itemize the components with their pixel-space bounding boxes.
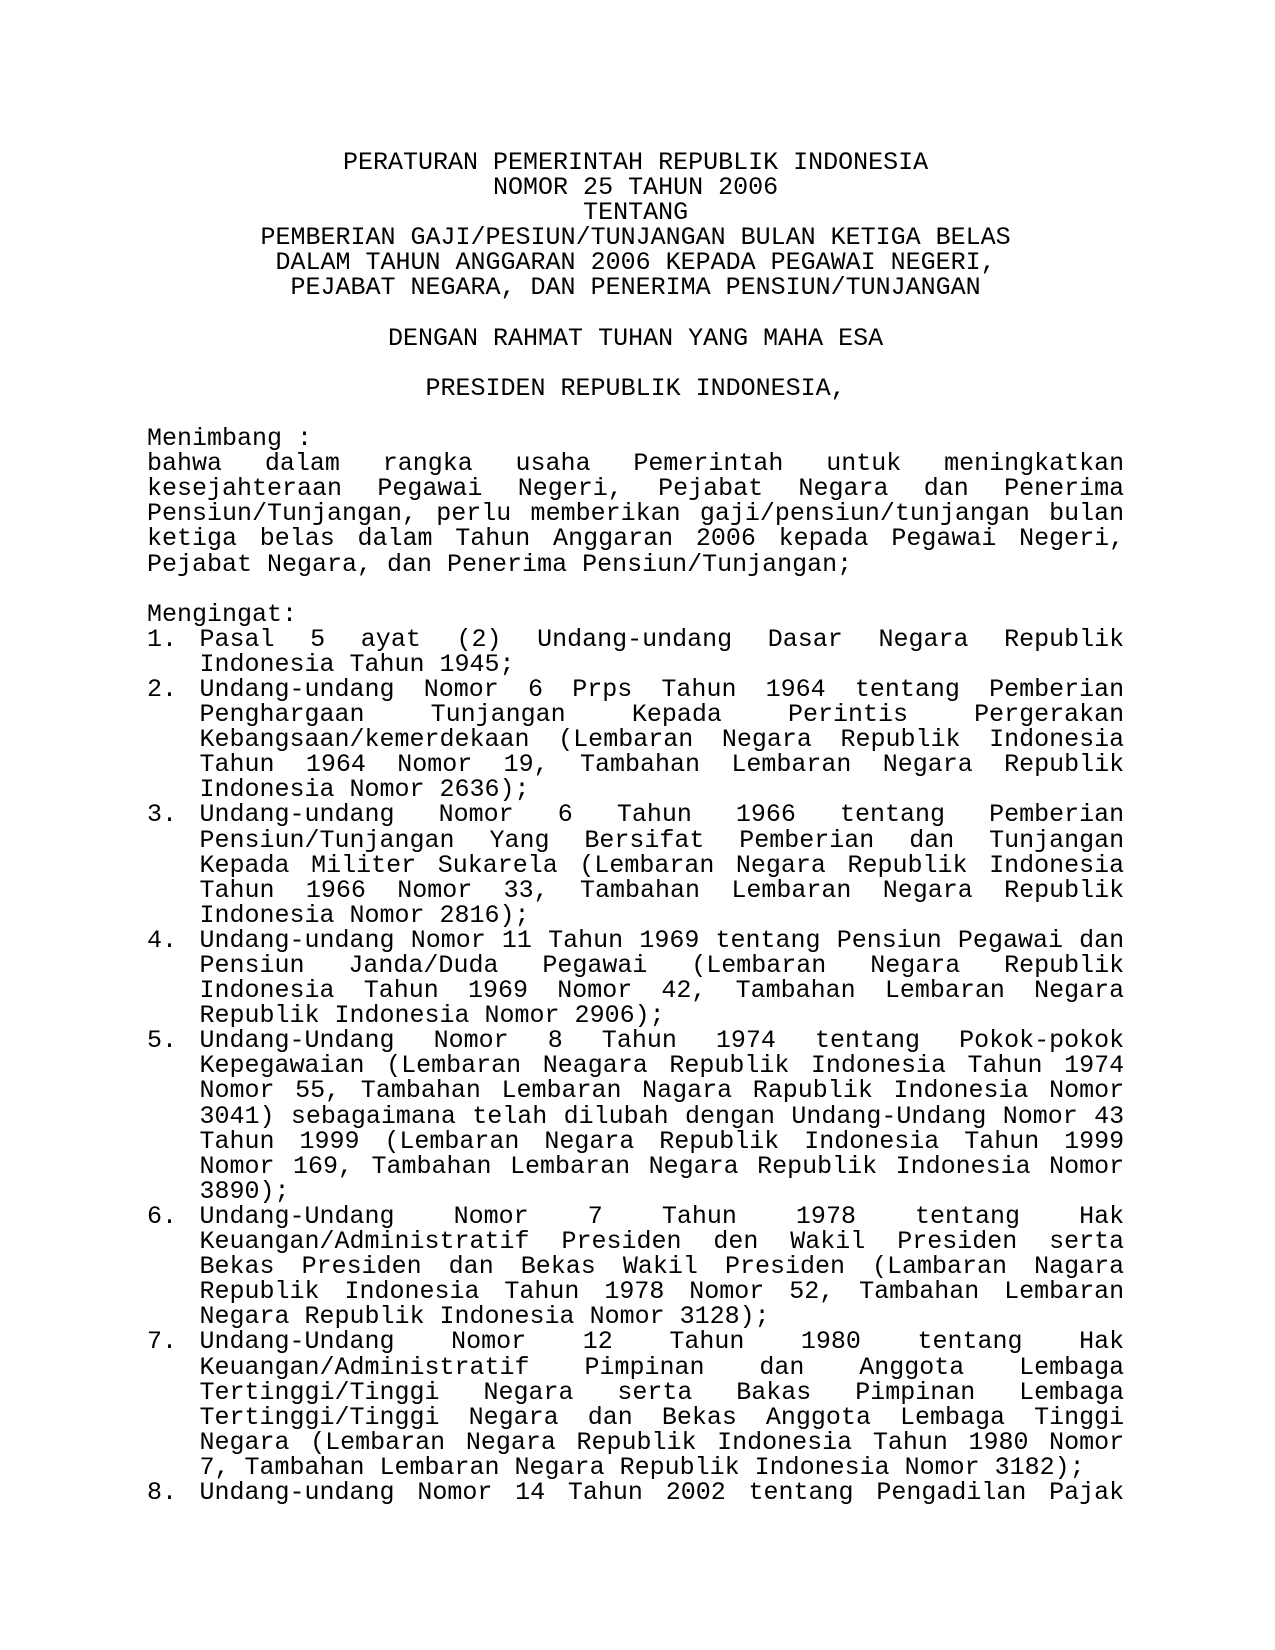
item-text: Undang⁠-⁠undang Nomor 14 Tahun 2002 tentang Pengadilan Pajak xyxy=(199,1477,1125,1507)
spacer xyxy=(147,301,1124,326)
item-number: 8. xyxy=(147,1477,178,1507)
item-number: 4. xyxy=(147,925,178,955)
title-line-1: PERATURAN PEMERINTAH REPUBLIK INDONESIA xyxy=(343,148,929,177)
menimbang-label: Menimbang : xyxy=(147,424,313,454)
item-number: 6. xyxy=(147,1201,178,1231)
item-number: 5. xyxy=(147,1026,178,1056)
item-text: Undang⁠-⁠Undang Nomor 12 Tahun 1980 tentang Hak Keuangan⁠/⁠Administratif Pimpinan dan Anggota Lembaga Tertinggi⁠/⁠Tinggi Negara serta Bakas Pimpinan Lembaga Tertinggi⁠/⁠Tinggi Negara dan Bekas Anggota Lembaga Tinggi Negara (Lembaran Negara Republik Indonesia Tahun 1980 Nomor 7, Tambahan Lembaran Negara Republik Indonesia Nomor 3182); xyxy=(199,1327,1125,1482)
title-block xyxy=(147,150,1124,301)
item-number: 1. xyxy=(147,624,178,654)
spacer xyxy=(147,577,1124,602)
title-line-4: PEMBERIAN GAJI⁠/⁠PESIUN⁠/⁠TUNJANGAN BULAN KETIGA BELAS xyxy=(260,223,1011,253)
document-content xyxy=(147,150,1124,1505)
mengingat-item-3 xyxy=(147,800,1125,930)
mengingat-label: Mengingat: xyxy=(147,599,298,629)
item-text: Undang⁠-⁠Undang Nomor 7 Tahun 1978 tentang Hak Keuangan⁠/⁠Administratif Presiden den Wakil Presiden serta Bekas Presiden dan Bekas Wakil Presiden (Lambaran Nagara Republik Indonesia Tahun 1978 Nomor 52, Tambahan Lembaran Negara Republik Indonesia Nomor 3128); xyxy=(199,1201,1125,1332)
item-text: Pasal 5 ayat (2) Undang⁠-⁠undang Dasar Negara Republik Indonesia Tahun 1945; xyxy=(199,624,1125,679)
item-text: Undang⁠-⁠undang Nomor 6 Tahun 1966 tentang Pemberian Pensiun⁠/⁠Tunjangan Yang Bersifat Pemberian dan Tunjangan Kepada Militer Sukarela (Lembaran Negara Republik Indonesia Tahun 1966 Nomor 33, Tambahan Lembaran Negara Republik Indonesia Nomor 2816); xyxy=(199,800,1125,930)
item-number: 7. xyxy=(147,1327,178,1357)
mengingat-item-8 xyxy=(147,1477,1125,1507)
title-line-5: DALAM TAHUN ANGGARAN 2006 KEPADA PEGAWAI NEGERI, xyxy=(275,248,996,278)
item-text: Undang⁠-⁠undang Nomor 11 Tahun 1969 tentang Pensiun Pegawai dan Pensiun Janda⁠/⁠Duda Pegawai (Lembaran Negara Republik Indonesia Tahun 1969 Nomor 42, Tambahan Lembaran Negara Republik Indonesia Nomor 2906); xyxy=(199,925,1125,1031)
mengingat-item-1 xyxy=(147,624,1125,679)
title-line-2: NOMOR 25 TAHUN 2006 xyxy=(493,173,779,203)
mengingat-item-2 xyxy=(147,674,1125,805)
mengingat-item-4 xyxy=(147,925,1125,1031)
spacer xyxy=(147,351,1124,376)
addressee-line: PRESIDEN REPUBLIK INDONESIA, xyxy=(425,373,846,403)
item-text: Undang⁠-⁠undang Nomor 6 Prps Tahun 1964 tentang Pemberian Penghargaan Tunjangan Kepada Perintis Pergerakan Kebangsaan⁠/⁠kemerdekaan (Lembaran Negara Republik Indonesia Tahun 1964 Nomor 19, Tambahan Lembaran Negara Republik Indonesia Nomor 2636); xyxy=(199,674,1125,805)
mengingat-item-5 xyxy=(147,1028,1124,1204)
mengingat-item-7 xyxy=(147,1329,1124,1480)
item-text: Undang⁠-⁠Undang Nomor 8 Tahun 1974 tentang Pokok⁠-⁠pokok Kepegawaian (Lembaran Neagara Republik Indonesia Tahun 1974 Nomor 55, Tambahan Lembaran Nagara Rapublik Indonesia Nomor 3041) sebagaimana telah dilubah dengan Undang⁠-⁠Undang Nomor 43 Tahun 1999 (Lembaran Negara Republik Indonesia Tahun 1999 Nomor 169, Tambahan Lembaran Negara Republik Indonesia Nomor 3890); xyxy=(199,1026,1125,1206)
invocation-line: DENGAN RAHMAT TUHAN YANG MAHA ESA xyxy=(388,323,884,353)
mengingat-item-6 xyxy=(147,1201,1125,1332)
menimbang-body: bahwa dalam rangka usaha Pemerintah untuk meningkatkan kesejahteraan Pegawai Negeri, Pejabat Negara dan Penerima Pensiun⁠/⁠Tunjangan, perlu memberikan gaji⁠/⁠pensiun⁠/⁠tunjangan bulan ketiga belas dalam Tahun Anggaran 2006 kepada Pegawai Negeri, Pejabat Negara, dan Penerima Pensiun⁠/⁠Tunjangan; xyxy=(147,449,1125,579)
item-number: 3. xyxy=(147,800,178,830)
spacer xyxy=(147,401,1124,426)
item-number: 2. xyxy=(147,674,178,704)
title-line-6: PEJABAT NEGARA, DAN PENERIMA PENSIUN⁠/⁠TUNJANGAN xyxy=(290,273,981,303)
title-line-3: TENTANG xyxy=(583,198,689,228)
